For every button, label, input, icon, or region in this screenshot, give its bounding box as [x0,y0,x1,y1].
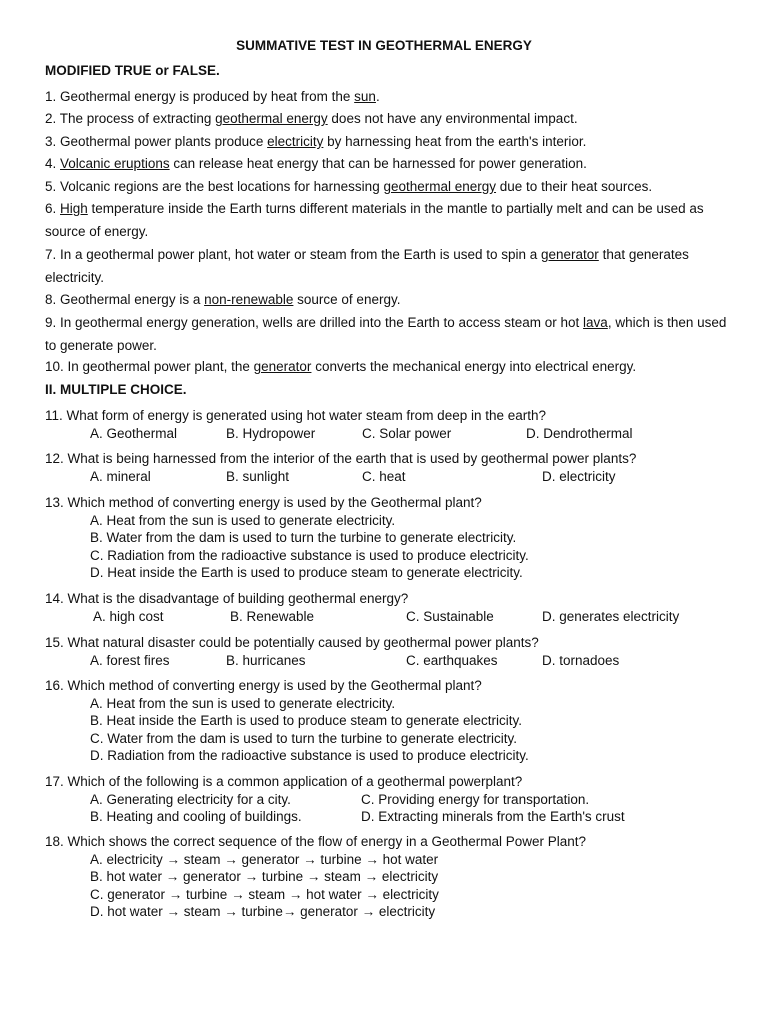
option: C. generator → turbine → steam → hot water → electricity [90,886,439,902]
option: A. electricity → steam → generator → turbine → hot water [90,851,439,867]
section-heading-multiple-choice: II. MULTIPLE CHOICE. [45,382,187,397]
option: A. mineral [90,468,151,484]
underlined-term: geothermal energy [215,111,328,126]
question-stem: 14. What is the disadvantage of building geothermal energy? [45,591,409,606]
option-list [45,851,745,921]
underlined-term: non-renewable [204,292,294,307]
mc-question [45,677,745,765]
option: B. hurricanes [226,652,306,668]
page-title: SUMMATIVE TEST IN GEOTHERMAL ENERGY [236,38,532,53]
tf-item: 4. Volcanic eruptions can release heat energy that can be harnessed for power generation. [45,156,587,171]
tf-item: 1. Geothermal energy is produced by heat from the sun. [45,89,380,104]
tf-item: 2. The process of extracting geothermal energy does not have any environmental impact. [45,111,578,126]
section-heading-true-false: MODIFIED TRUE or FALSE. [45,63,220,78]
mc-question [45,634,745,669]
option: D. generates electricity [542,608,680,624]
option: D. tornadoes [542,652,620,668]
tf-item: 3. Geothermal power plants produce electricity by harnessing heat from the earth's interior. [45,134,587,149]
option: C. Providing energy for transportation. [361,791,590,807]
tf-item: 7. In a geothermal power plant, hot water or steam from the Earth is used to spin a generator that generates electricity. [45,247,689,285]
option: A. high cost [93,608,164,624]
option: C. earthquakes [406,652,498,668]
mc-question [45,494,745,582]
tf-item: 8. Geothermal energy is a non-renewable source of energy. [45,292,401,307]
option: B. hot water → generator → turbine → steam → electricity [90,869,439,884]
option: B. Renewable [230,608,315,624]
mc-question [45,833,745,921]
underlined-term: lava [583,315,608,330]
option: A. Geothermal [90,425,178,441]
option: A. Heat from the sun is used to generate electricity. [90,695,396,711]
option: D. Radiation from the radioactive substance is used to produce electricity. [90,748,529,763]
option: A. Heat from the sun is used to generate electricity. [90,512,396,528]
option-row [45,608,745,626]
option: B. Hydropower [226,425,316,441]
option: B. Heat inside the Earth is used to produce steam to generate electricity. [90,713,522,728]
option: D. Extracting minerals from the Earth's crust [361,809,625,824]
option-row [45,808,745,826]
question-stem: 15. What natural disaster could be potentially caused by geothermal power plants? [45,635,539,650]
option: D. Dendrothermal [526,425,633,441]
option: B. Water from the dam is used to turn the turbine to generate electricity. [90,530,517,545]
option-row [45,468,745,486]
option: A. Generating electricity for a city. [90,791,291,807]
tf-item: 5. Volcanic regions are the best locations for harnessing geothermal energy due to their heat sources. [45,179,653,194]
question-stem: 17. Which of the following is a common application of a geothermal powerplant? [45,774,523,789]
question-stem: 18. Which shows the correct sequence of the flow of energy in a Geothermal Power Plant? [45,834,587,849]
underlined-term: generator [253,359,312,374]
tf-item: 6. High temperature inside the Earth turns different materials in the mantle to partially melt and can be used as source of energy. [45,201,704,239]
question-stem: 13. Which method of converting energy is used by the Geothermal plant? [45,495,482,510]
option-list [45,512,745,582]
option-list [45,695,745,765]
option: D. electricity [542,468,616,484]
underlined-term: electricity [267,134,324,149]
option-row [45,652,745,670]
mc-question [45,773,745,826]
option: C. Radiation from the radioactive substance is used to produce electricity. [90,547,529,563]
mc-question [45,407,745,442]
tf-item: 9. In geothermal energy generation, wells are drilled into the Earth to access steam or hot lava, which is then used to generate power. [45,315,727,353]
option: C. Solar power [362,425,452,441]
option-row [45,425,745,443]
mc-question [45,590,745,625]
option: D. Heat inside the Earth is used to produce steam to generate electricity. [90,565,523,580]
option-row [45,791,745,809]
mc-question [45,450,745,485]
option: D. hot water → steam → turbine→ generator → electricity [90,904,436,919]
option: B. sunlight [226,468,290,484]
underlined-term: generator [541,247,599,262]
option: C. Water from the dam is used to turn the turbine to generate electricity. [90,730,517,746]
option: A. forest fires [90,652,170,668]
option: B. Heating and cooling of buildings. [90,809,302,824]
tf-item: 10. In geothermal power plant, the generator converts the mechanical energy into electrical energy. [45,359,637,374]
underlined-term: sun [354,89,376,104]
underlined-term: geothermal energy [383,179,497,194]
option: C. heat [362,468,406,484]
question-stem: 12. What is being harnessed from the interior of the earth that is used by geothermal power plants? [45,451,637,466]
question-stem: 11. What form of energy is generated using hot water steam from deep in the earth? [45,408,547,423]
option: C. Sustainable [406,608,494,624]
underlined-term: High [60,201,88,216]
question-stem: 16. Which method of converting energy is used by the Geothermal plant? [45,678,482,693]
underlined-term: Volcanic eruptions [60,156,170,171]
